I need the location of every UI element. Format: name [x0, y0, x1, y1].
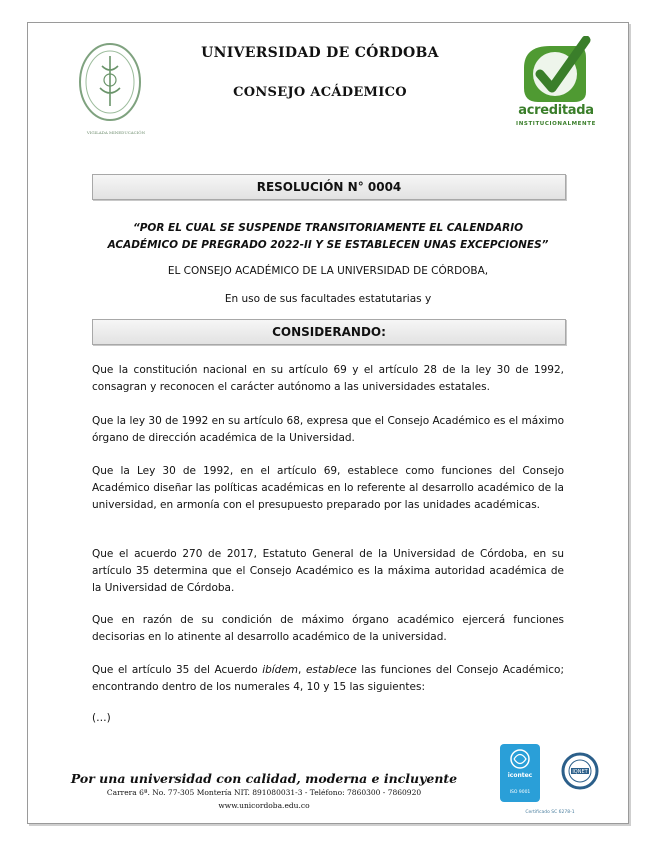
p6-ibidem: ibídem — [262, 664, 299, 676]
seal-caption: VIGILADA MINEDUCACIÓN — [86, 130, 146, 135]
resolution-subtitle: “POR EL CUAL SE SUSPENDE TRANSITORIAMENTE EL CALENDARIO ACADÉMICO DE PREGRADO 2022-II Y SE ESTABLECEN UNAS EXCEPCIONES” — [107, 222, 549, 251]
p6-text-start: Que el artículo 35 del Acuerdo — [92, 664, 263, 676]
footer-address: Carrera 6ª. No. 77-305 Montería NIT. 891080031-3 - Teléfono: 7860300 - 7860920 — [106, 788, 422, 797]
considerando-heading-bar — [92, 319, 566, 345]
powers-line: En uso de sus facultades estatutarias y — [224, 293, 432, 305]
p6-text-end: las funciones del Consejo Académico; encontrando dentro de los numerales 4, 10 y 15 las siguientes: — [92, 664, 564, 693]
certificate-caption: Certificado SC 6278-1 — [525, 810, 575, 815]
icontec-label: icontec — [507, 772, 533, 779]
considerando-paragraph: Que la ley 30 de 1992 en su artículo 68, expresa que el Consejo Académico es el máximo órgano de dirección académica de la Universidad. — [92, 415, 564, 444]
considerando-paragraph: Que el acuerdo 270 de 2017, Estatuto General de la Universidad de Córdoba, en su artículo 35 determina que el Consejo Académico es la máxima autoridad académica de la Universidad de Córdoba. — [92, 548, 564, 594]
considerando-paragraph: Que la Ley 30 de 1992, en el artículo 69, establece como funciones del Consejo Académico diseñar las políticas académicas en lo referente al desarrollo académico de la universidad, en armonía con el presupuesto preparado por las unidades académicas. — [92, 465, 564, 511]
considerando-heading: CONSIDERANDO: — [272, 325, 386, 339]
ellipsis: (…) — [92, 712, 111, 724]
accreditation-word: acreditada — [518, 103, 594, 118]
p6-comma: , — [298, 664, 306, 676]
footer-motto: Por una universidad con calidad, moderna e incluyente — [70, 771, 458, 786]
icontec-swirl-icon — [500, 744, 540, 774]
footer-website: www.unicordoba.edu.co — [218, 801, 310, 810]
university-seal-icon — [78, 42, 142, 122]
iqnet-label: IQNET — [572, 769, 588, 775]
p6-establece: establece — [305, 664, 357, 676]
resolution-title-bar — [92, 174, 566, 200]
issuer-line: EL CONSEJO ACADÉMICO DE LA UNIVERSIDAD DE CÓRDOBA, — [167, 265, 489, 277]
council-title: CONSEJO ACÁDEMICO — [233, 85, 407, 100]
resolution-title: RESOLUCIÓN N° 0004 — [256, 180, 402, 194]
iso-label: ISO 9001 — [509, 790, 531, 795]
considerando-paragraph: Que la constitución nacional en su artículo 69 y el artículo 28 de la ley 30 de 1992, consagran y reconocen el carácter autónomo a las universidades estatales. — [92, 364, 564, 393]
accreditation-subtitle: INSTITUCIONALMENTE — [516, 121, 596, 127]
university-title: UNIVERSIDAD DE CÓRDOBA — [201, 45, 439, 61]
considerando-paragraph — [92, 662, 564, 696]
considerando-paragraph: Que en razón de su condición de máximo órgano académico ejercerá funciones decisorias en lo atinente al desarrollo académico de la universidad. — [92, 614, 564, 643]
iqnet-logo-icon — [561, 752, 599, 790]
